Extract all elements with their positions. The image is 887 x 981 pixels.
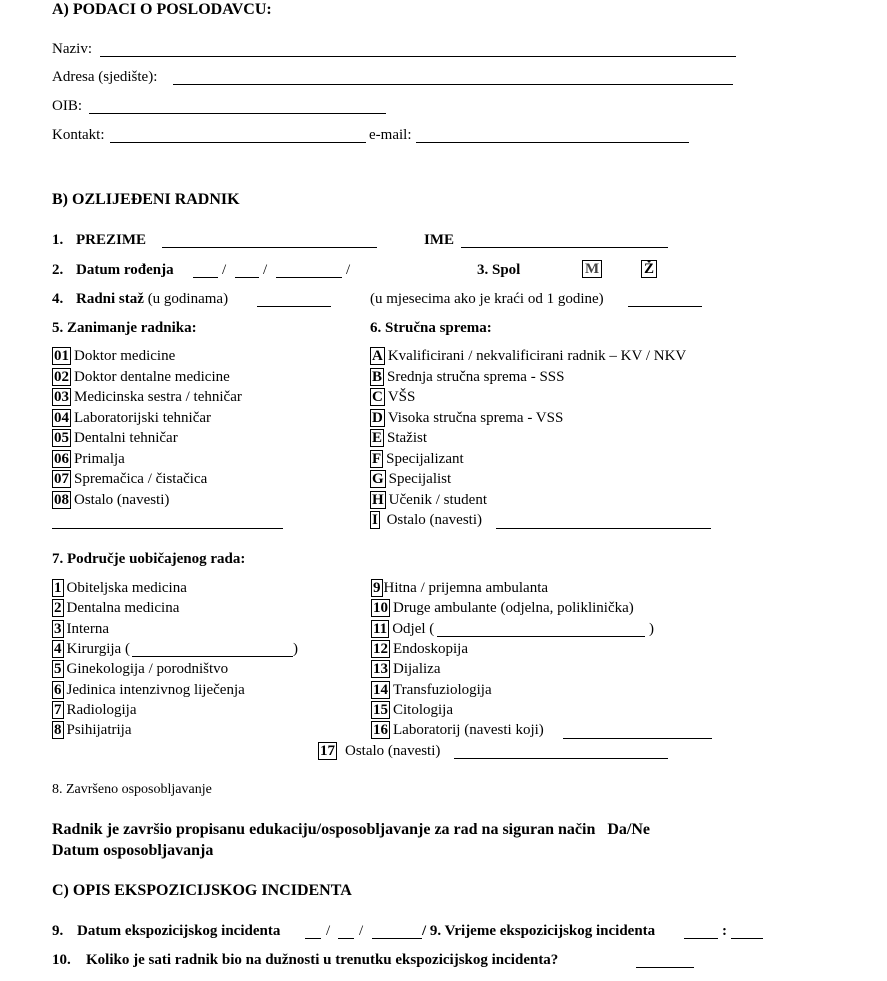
- dob-sep-1: /: [222, 262, 227, 278]
- work-area-option[interactable]: 6 Jedinica intenzivnog liječenja: [54, 681, 245, 698]
- q6-title: 6. Stručna sprema:: [370, 320, 492, 336]
- ime-label: IME: [424, 232, 454, 248]
- email-label: e-mail:: [369, 127, 412, 143]
- datum-rodjenja-label: Datum rođenja: [76, 262, 174, 278]
- work-area-option[interactable]: 4 Kirurgija (: [54, 640, 130, 657]
- hours-on-duty-label: Koliko je sati radnik bio na dužnosti u trenutku ekspozicijskog incidenta?: [86, 952, 559, 968]
- spol-label: 3. Spol: [477, 262, 521, 278]
- incident-time-label: / 9. Vrijeme ekspozicijskog incidenta: [422, 923, 656, 939]
- q2-number: 2.: [52, 262, 64, 278]
- spol-m-checkbox[interactable]: M: [582, 260, 602, 278]
- education-option[interactable]: D Visoka stručna sprema - VSS: [372, 409, 564, 426]
- q10-number: 10.: [52, 952, 71, 968]
- section-b-title: B) OZLIJEĐENI RADNIK: [52, 191, 240, 208]
- education-option[interactable]: G Specijalist: [372, 471, 452, 487]
- work-area-option[interactable]: 9 Hitna / prijemna ambulanta: [373, 580, 549, 596]
- radni-staz-years-input[interactable]: [257, 306, 331, 307]
- training-statement[interactable]: Radnik je završio propisanu edukaciju/osposobljavanje za rad na siguran način Da/Ne: [52, 821, 651, 838]
- work-area-option[interactable]: 2 Dentalna medicina: [54, 600, 180, 617]
- education-option[interactable]: A Kvalificirani / nekvalificirani radnik – KV / NKV: [372, 348, 687, 364]
- kirurgija-input[interactable]: [132, 656, 293, 657]
- kontakt-label: Kontakt:: [52, 127, 105, 143]
- q4-number: 4.: [52, 291, 64, 307]
- occupation-option[interactable]: 01 Doktor medicine: [54, 348, 176, 364]
- radni-staz-unit: (u godinama): [147, 291, 229, 307]
- q5-title: 5. Zanimanje radnika:: [52, 320, 197, 336]
- adresa-label: Adresa (sjedište):: [52, 69, 158, 85]
- incident-date-label: Datum ekspozicijskog incidenta: [77, 923, 281, 939]
- occupation-option[interactable]: 02 Doktor dentalne medicine: [54, 368, 230, 385]
- naziv-label: Naziv:: [52, 41, 92, 57]
- occupation-option[interactable]: 06 Primalja: [54, 450, 125, 467]
- dob-year-input[interactable]: [276, 277, 342, 278]
- education-option[interactable]: H Učenik / student: [372, 491, 487, 508]
- occupation-other-input[interactable]: [52, 528, 283, 529]
- work-area-option-other[interactable]: 17 Ostalo (navesti): [320, 743, 441, 759]
- occupation-option[interactable]: 05 Dentalni tehničar: [54, 430, 178, 446]
- work-area-option[interactable]: 8 Psihijatrija: [54, 722, 132, 739]
- work-area-option[interactable]: 15 Citologija: [373, 701, 453, 718]
- odjel-close-paren: ): [649, 621, 654, 637]
- work-area-option[interactable]: 12 Endoskopija: [373, 640, 468, 657]
- work-area-option[interactable]: 10 Druge ambulante (odjelna, poliklinička): [373, 600, 634, 617]
- work-area-option[interactable]: 16 Laboratorij (navesti koji): [373, 722, 544, 739]
- section-c-title: C) OPIS EKSPOZICIJSKOG INCIDENTA: [52, 882, 352, 899]
- education-option[interactable]: F Specijalizant: [372, 450, 464, 467]
- radni-staz-label: Radni staž: [76, 291, 144, 307]
- work-area-option[interactable]: 7 Radiologija: [54, 701, 137, 718]
- occupation-option[interactable]: 04 Laboratorijski tehničar: [54, 409, 212, 426]
- radni-staz-months-label: (u mjesecima ako je kraći od 1 godine): [370, 291, 604, 307]
- incident-hour-input[interactable]: [684, 938, 718, 939]
- q1-number: 1.: [52, 232, 64, 248]
- q8-title: 8. Završeno osposobljavanje: [52, 782, 212, 797]
- work-area-other-input[interactable]: [454, 758, 668, 759]
- education-option[interactable]: I Ostalo (navesti): [372, 512, 482, 528]
- education-option[interactable]: C VŠS: [372, 389, 416, 405]
- kirurgija-close-paren: ): [293, 641, 298, 657]
- incident-year-input[interactable]: [372, 938, 422, 939]
- odjel-input[interactable]: [437, 636, 645, 637]
- email-input[interactable]: [416, 142, 689, 143]
- spol-z-checkbox[interactable]: Ž: [641, 260, 657, 278]
- training-date-label: Datum osposobljavanja: [52, 842, 214, 859]
- prezime-label: PREZIME: [76, 232, 147, 248]
- occupation-option[interactable]: 03 Medicinska sestra / tehničar: [54, 389, 242, 405]
- work-area-option[interactable]: 1 Obiteljska medicina: [54, 580, 187, 596]
- work-area-option[interactable]: 11 Odjel (: [373, 620, 435, 637]
- education-option[interactable]: E Stažist: [372, 430, 428, 446]
- occupation-option[interactable]: 07 Spremačica / čistačica: [54, 471, 208, 487]
- work-area-option[interactable]: 13 Dijaliza: [373, 661, 441, 678]
- oib-input[interactable]: [89, 113, 386, 114]
- incident-day-input[interactable]: [305, 938, 321, 939]
- occupation-option[interactable]: 08 Ostalo (navesti): [54, 491, 170, 508]
- oib-label: OIB:: [52, 98, 82, 114]
- incident-minute-input[interactable]: [731, 938, 763, 939]
- work-area-option[interactable]: 14 Transfuziologija: [373, 681, 492, 698]
- naziv-input[interactable]: [100, 56, 736, 57]
- q9-number: 9.: [52, 923, 64, 939]
- education-other-input[interactable]: [496, 528, 711, 529]
- dob-day-input[interactable]: [193, 277, 218, 278]
- section-a-title: A) PODACI O POSLODAVCU:: [52, 1, 272, 18]
- incident-month-input[interactable]: [338, 938, 354, 939]
- hours-on-duty-input[interactable]: [636, 967, 694, 968]
- prezime-input[interactable]: [162, 247, 377, 248]
- kontakt-input[interactable]: [110, 142, 366, 143]
- work-area-option[interactable]: 3 Interna: [54, 620, 109, 637]
- laboratorij-input[interactable]: [563, 738, 712, 739]
- education-option[interactable]: B Srednja stručna sprema - SSS: [372, 368, 565, 385]
- dob-month-input[interactable]: [235, 277, 259, 278]
- ime-input[interactable]: [461, 247, 668, 248]
- time-sep: :: [722, 923, 727, 939]
- adresa-input[interactable]: [173, 84, 733, 85]
- work-area-option[interactable]: 5 Ginekologija / porodništvo: [54, 661, 229, 678]
- radni-staz-months-input[interactable]: [628, 306, 702, 307]
- dob-sep-3: /: [346, 262, 351, 278]
- q7-title: 7. Područje uobičajenog rada:: [52, 551, 246, 567]
- dob-sep-2: /: [263, 262, 268, 278]
